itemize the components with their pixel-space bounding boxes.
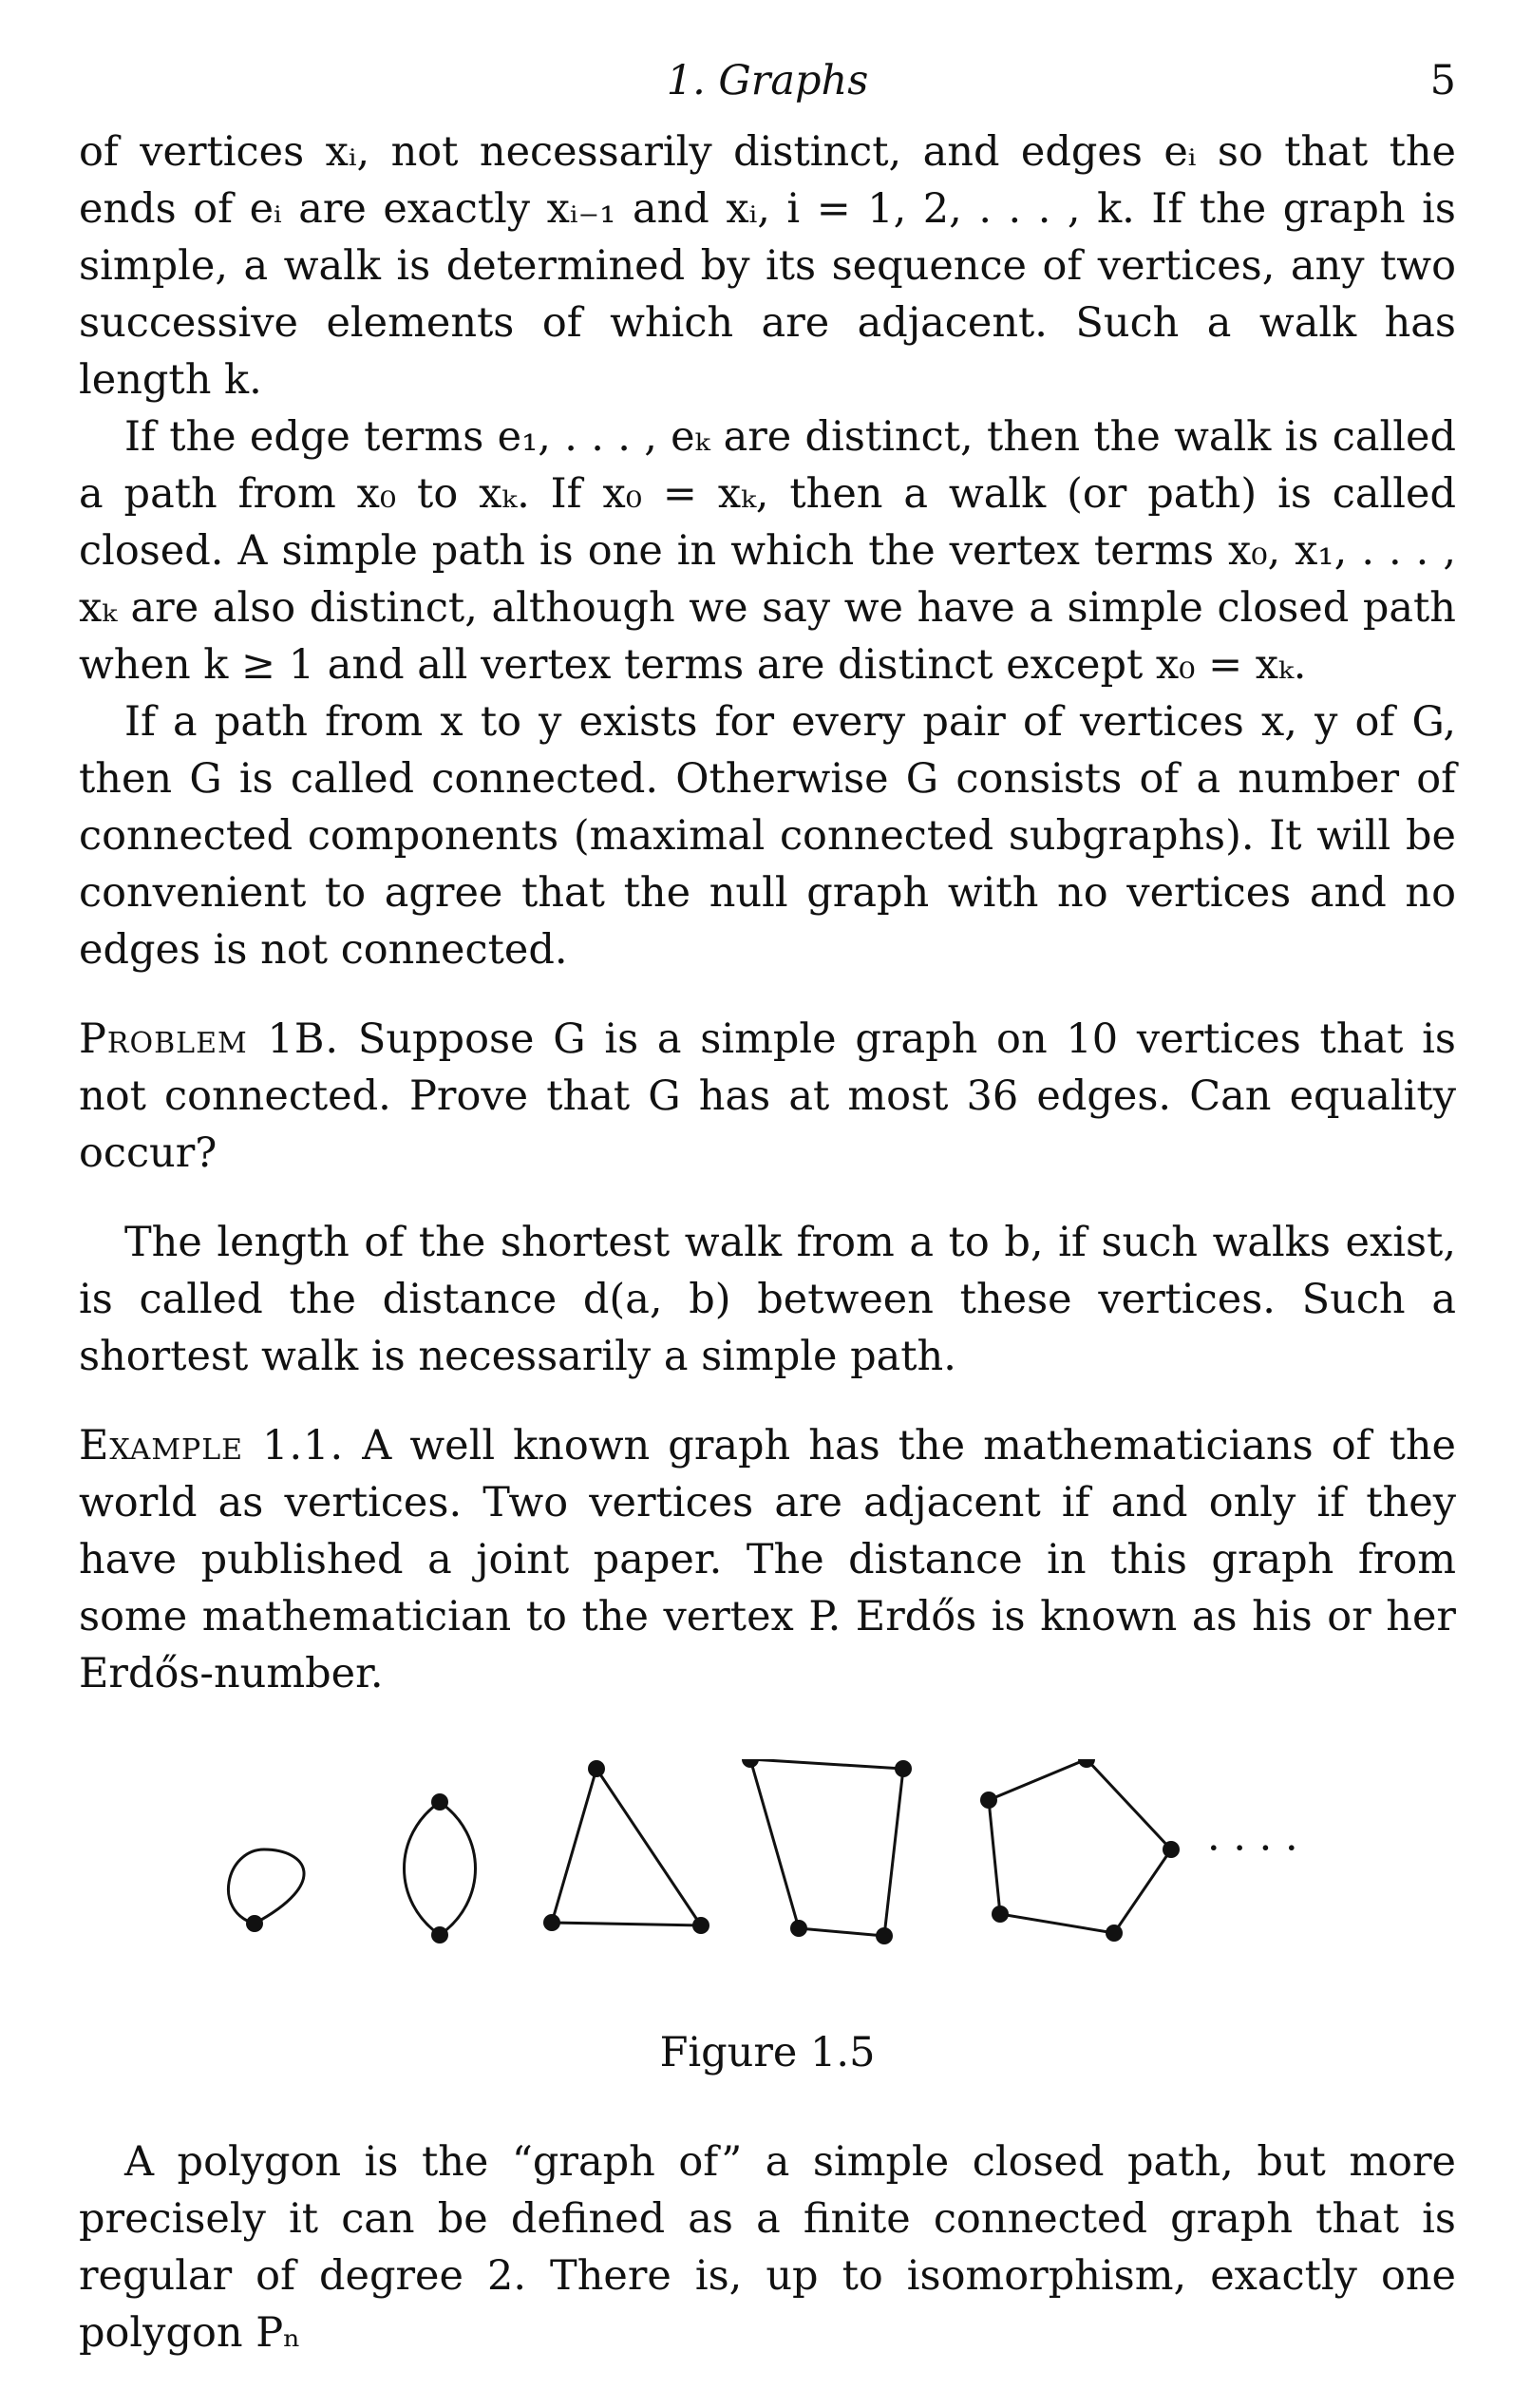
problem-label: Problem 1B. — [79, 1015, 340, 1063]
figure-caption: Figure 1.5 — [659, 2029, 876, 2076]
polygon-p2-edge-left — [405, 1802, 441, 1935]
vertex — [588, 1760, 605, 1777]
running-head — [79, 57, 1456, 123]
problem-1b — [79, 1011, 1456, 1182]
paragraph-path-definition: If the edge terms e₁, . . . , eₖ are distinct, then the walk is called a path from x₀ to xₖ. If x₀ = xₖ, then a walk (or path) is called closed. A simple path is one in which the vertex terms x₀, x₁, . . . , xₖ are also distinct, although we say we have a simple closed path when k ≥ 1 and all vertex terms are distinct except x₀ = xₖ. — [79, 413, 1456, 689]
vertex — [431, 1793, 448, 1811]
polygon-p5-pentagon — [989, 1759, 1171, 1933]
problem-text: Suppose G is a simple graph on 10 vertices that is not connected. Prove that G has at most 36 edges. Can equality occur? — [79, 1015, 1457, 1177]
vertex — [742, 1759, 759, 1768]
vertex — [876, 1927, 893, 1944]
vertex — [895, 1760, 912, 1777]
vertex — [790, 1920, 807, 1937]
example-text: A well known graph has the mathematicians of the world as vertices. Two vertices are adjacent if and only if they have published a joint paper. The distance in this graph from some mathematician to the vertex P. Erdős is known as his or her Erdős-number. — [79, 1422, 1456, 1697]
paragraph-distance-definition: The length of the shortest walk from a to b, if such walks exist, is called the distance d(a, b) between these vertices. Such a shortest walk is necessarily a simple path. — [79, 1219, 1456, 1380]
continuation-ellipsis: · · · · — [1207, 1825, 1298, 1872]
page — [79, 57, 1456, 2361]
vertex — [692, 1917, 709, 1934]
figure-polygons — [79, 1759, 1456, 2006]
example-1-1 — [79, 1417, 1456, 1702]
page-number: 5 — [1429, 57, 1456, 104]
paragraph-connected-definition: If a path from x to y exists for every pair of vertices x, y of G, then G is called connected. Otherwise G consists of a number of connected components (maximal connected subgraphs). It will be convenient to agree that the null graph with no vertices and no edges is not connected. — [79, 698, 1456, 974]
paragraph-walk-definition: of vertices xᵢ, not necessarily distinct, and edges eᵢ so that the ends of eᵢ are exactly xᵢ₋₁ and xᵢ, i = 1, 2, . . . , k. If the graph is simple, a walk is determined by its sequence of vertices, any two successive elements of which are adjacent. Such a walk has length k. — [79, 128, 1456, 404]
vertex — [1163, 1841, 1180, 1858]
vertex — [543, 1914, 560, 1931]
vertex — [431, 1926, 448, 1943]
polygon-p1-loop — [228, 1849, 304, 1924]
vertex — [1106, 1925, 1123, 1942]
polygon-p4-quadrilateral — [750, 1759, 903, 1936]
vertex — [246, 1915, 263, 1932]
polygon-p2-edge-right — [440, 1802, 476, 1935]
vertex — [980, 1792, 997, 1809]
chapter-title: 1. Graphs — [666, 57, 869, 104]
paragraph-polygon-definition: A polygon is the “graph of” a simple closed path, but more precisely it can be defined as a finite connected graph that is regular of degree 2. There is, up to isomorphism, exactly one polygon Pₙ — [79, 2138, 1456, 2357]
example-label: Example 1.1. — [79, 1422, 345, 1469]
polygons-diagram — [79, 1759, 1456, 2006]
vertex — [992, 1906, 1009, 1923]
polygon-p3-triangle — [552, 1769, 701, 1925]
